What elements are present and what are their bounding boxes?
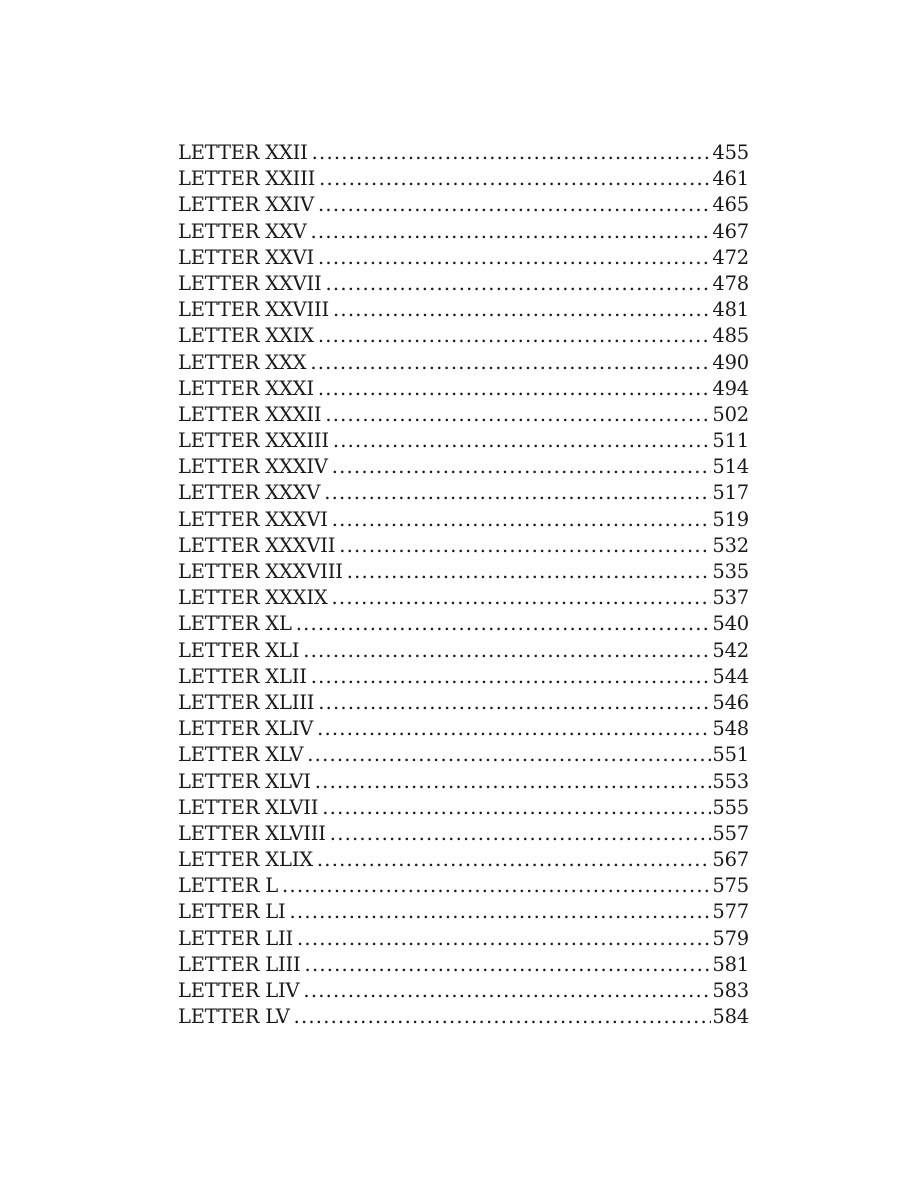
dot-leader [296,611,712,637]
dot-leader [330,821,712,847]
dot-leader [290,899,712,925]
toc-entry [178,873,749,899]
toc-entry-label: LETTER XXXII [178,402,322,426]
dot-leader [333,297,711,323]
toc-entry-label: LETTER XXVI [178,245,315,269]
toc-entry [178,507,749,533]
toc-entry [178,611,749,637]
toc-entry-label: LETTER XXXVIII [178,560,343,583]
toc-entry-label: LETTER XXXIX [178,586,328,610]
dot-leader [305,952,712,978]
dot-leader [297,926,711,952]
toc-entry-page-number: 535 [712,560,749,583]
toc-entry-page-number: 540 [712,612,749,636]
toc-entry [178,690,749,716]
toc-entry-page-number: 575 [712,874,749,898]
toc-entry [178,795,749,821]
toc-entry-page-number: 542 [712,638,749,662]
toc-entry-page-number: 514 [712,455,749,479]
toc-entry [178,742,749,768]
toc-entry-page-number: 494 [712,376,749,400]
toc-entry [178,402,749,428]
toc-entry [178,585,749,611]
toc-entry [178,192,749,218]
toc-entry-label: LETTER XLI [178,638,300,662]
toc-entry [178,716,749,742]
toc-entry-label: LETTER XXXI [178,376,314,400]
toc-entry-page-number: 546 [712,690,749,714]
dot-leader [312,140,712,166]
toc-entry-label: LETTER XXIX [178,324,314,348]
toc-entry [178,323,749,349]
toc-entry-label: LETTER LII [178,926,294,950]
toc-entry-page-number: 490 [712,350,749,374]
dot-leader [317,716,711,742]
dot-leader [307,742,711,768]
toc-entry-page-number: 472 [712,245,749,269]
toc-entry-label: LETTER LIV [178,979,300,1002]
toc-entry-label: LETTER XXXV [178,481,321,505]
toc-entry-label: LETTER XLIII [178,690,315,714]
toc-entry-label: LETTER XLVI [178,769,311,793]
toc-entry-page-number: 485 [712,324,749,348]
toc-entry-label: LETTER LIII [178,952,301,976]
toc-entry-label: LETTER L [178,874,279,898]
toc-entry [178,559,749,585]
toc-entry [178,350,749,376]
toc-entry-label: LETTER XXX [178,350,307,374]
toc-entry-page-number: 583 [712,979,749,1002]
dot-leader [315,769,712,795]
toc-entry-label: LETTER XLIX [178,848,313,872]
toc-entry-label: LETTER XXXIV [178,455,328,479]
dot-leader [325,402,711,428]
dot-leader [318,245,711,271]
toc-entry-page-number: 548 [712,717,749,741]
toc-entry-label: LETTER LV [178,1005,290,1029]
toc-entry [178,140,749,166]
dot-leader [339,533,711,559]
dot-leader [332,454,712,480]
dot-leader [319,166,711,192]
toc-entry-label: LETTER XXII [178,141,308,164]
dot-leader [294,1004,712,1030]
toc-entry-page-number: 551 [712,743,749,767]
toc-entry-page-number: 461 [712,167,749,191]
dot-leader [347,559,712,585]
toc-entry [178,926,749,952]
toc-entry-label: LETTER XXV [178,219,307,243]
toc-entry [178,664,749,690]
toc-entry-page-number: 579 [712,926,749,950]
toc-entry-label: LETTER XXVIII [178,298,330,322]
dot-leader [333,428,712,454]
toc-entry [178,978,749,1004]
dot-leader [282,873,711,899]
toc-entry [178,847,749,873]
dot-leader [303,978,711,1004]
toc-entry-label: LETTER XL [178,612,292,636]
table-of-contents [178,140,749,1030]
toc-entry-page-number: 567 [712,848,749,872]
toc-entry [178,1004,749,1030]
toc-entry-page-number: 481 [712,298,749,322]
dot-leader [326,271,712,297]
dot-leader [318,323,712,349]
dot-leader [322,795,711,821]
toc-entry-label: LETTER XXXVI [178,507,328,531]
toc-entry-page-number: 553 [712,769,749,793]
toc-entry [178,480,749,506]
toc-entry-page-number: 465 [712,193,749,217]
dot-leader [332,507,712,533]
toc-entry-label: LETTER XLIV [178,717,314,741]
toc-entry-page-number: 532 [712,533,749,557]
toc-entry-page-number: 577 [712,900,749,924]
toc-entry-page-number: 584 [712,1005,749,1029]
toc-entry-page-number: 511 [712,429,749,453]
dot-leader [310,350,711,376]
toc-entry-page-number: 455 [712,141,749,164]
toc-entry-label: LETTER XXXIII [178,429,329,453]
toc-entry [178,533,749,559]
toc-entry-label: LETTER XLVIII [178,821,326,845]
dot-leader [311,664,712,690]
toc-entry-label: LETTER XLVII [178,795,319,819]
dot-leader [311,219,712,245]
toc-entry-label: LETTER LI [178,900,286,924]
toc-entry [178,769,749,795]
dot-leader [332,585,712,611]
toc-entry [178,166,749,192]
toc-entry [178,271,749,297]
dot-leader [317,847,711,873]
toc-entry-label: LETTER XLV [178,743,304,767]
dot-leader [324,480,711,506]
toc-entry-page-number: 544 [712,664,749,688]
toc-entry-page-number: 517 [712,481,749,505]
toc-entry [178,454,749,480]
toc-entry [178,245,749,271]
toc-entry [178,219,749,245]
toc-entry-page-number: 557 [712,821,749,845]
toc-entry-label: LETTER XXVII [178,271,322,295]
toc-entry [178,638,749,664]
toc-entry [178,428,749,454]
toc-entry [178,821,749,847]
toc-entry [178,899,749,925]
toc-entry-page-number: 502 [712,402,749,426]
toc-entry [178,297,749,323]
toc-entry-label: LETTER XXXVII [178,533,336,557]
dot-leader [303,638,711,664]
toc-entry-page-number: 581 [712,952,749,976]
dot-leader [318,690,711,716]
toc-entry-page-number: 555 [712,795,749,819]
toc-entry-page-number: 519 [712,507,749,531]
toc-entry-label: LETTER XLII [178,664,307,688]
toc-entry [178,376,749,402]
toc-entry-page-number: 467 [712,219,749,243]
toc-entry-page-number: 537 [712,586,749,610]
toc-entry-label: LETTER XXIV [178,193,315,217]
toc-entry [178,952,749,978]
dot-leader [318,192,711,218]
toc-entry-label: LETTER XXIII [178,167,316,191]
toc-entry-page-number: 478 [712,271,749,295]
dot-leader [318,376,712,402]
